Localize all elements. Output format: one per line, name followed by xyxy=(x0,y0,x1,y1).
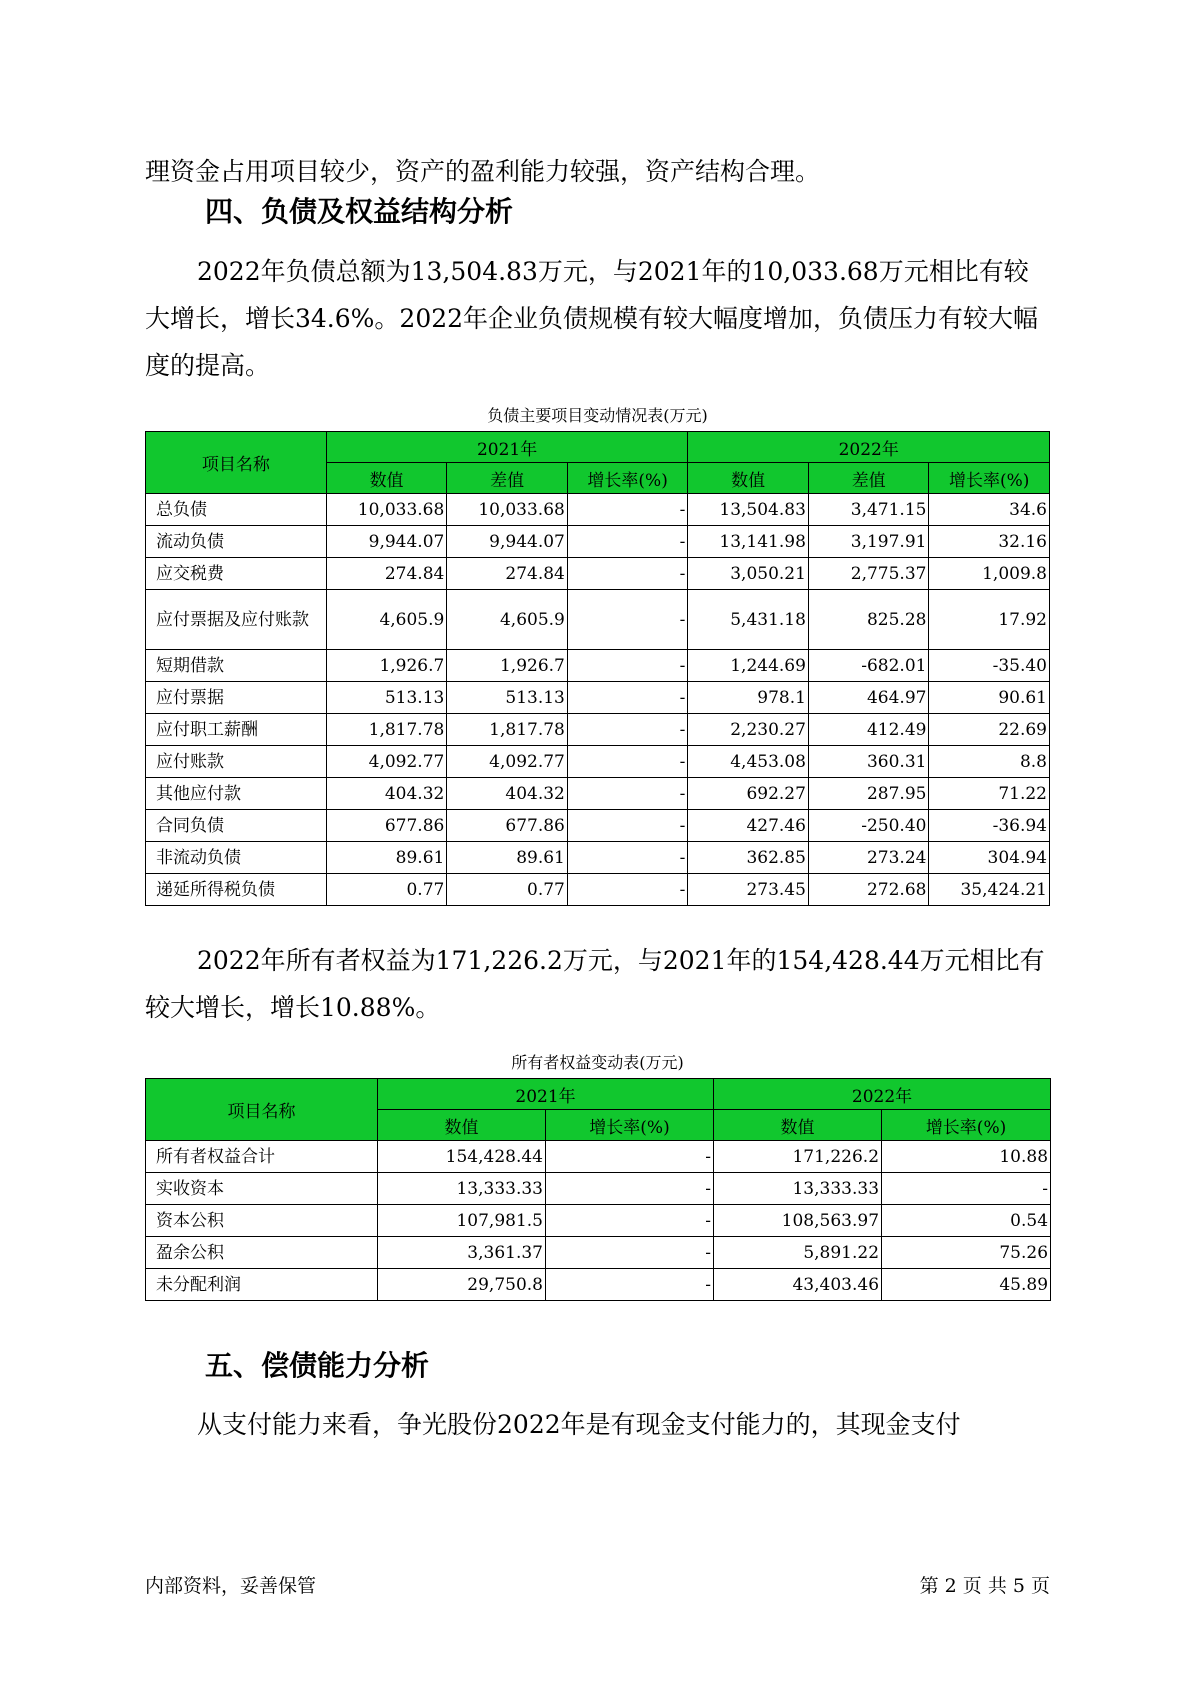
footer-confidential-note: 内部资料，妥善保管 xyxy=(145,1575,317,1597)
cell-v21: 404.32 xyxy=(326,778,447,810)
cell-r21: - xyxy=(567,526,688,558)
cell-r22: 75.26 xyxy=(882,1237,1051,1269)
cell-r21: - xyxy=(567,810,688,842)
row-label: 资本公积 xyxy=(146,1205,378,1237)
debt-table-caption: 负债主要项目变动情况表(万元) xyxy=(487,406,708,425)
cell-d21: 1,926.7 xyxy=(447,650,568,682)
cell-r21: - xyxy=(567,714,688,746)
cell-v21: 154,428.44 xyxy=(378,1141,546,1173)
cell-v21: 9,944.07 xyxy=(326,526,447,558)
row-label: 应付账款 xyxy=(146,746,327,778)
cell-v22: 43,403.46 xyxy=(714,1269,882,1301)
cell-v22: 13,141.98 xyxy=(688,526,809,558)
row-label: 未分配利润 xyxy=(146,1269,378,1301)
cell-d22: -682.01 xyxy=(808,650,929,682)
row-label: 其他应付款 xyxy=(146,778,327,810)
cell-v21: 513.13 xyxy=(326,682,447,714)
table-row xyxy=(146,1173,1051,1205)
cell-v22: 4,453.08 xyxy=(688,746,809,778)
cell-v21: 89.61 xyxy=(326,842,447,874)
equity-table xyxy=(145,1078,1051,1301)
table-row xyxy=(146,810,1050,842)
cell-v22: 13,504.83 xyxy=(688,494,809,526)
cell-r22: 45.89 xyxy=(882,1269,1051,1301)
cell-r21: - xyxy=(567,842,688,874)
cell-r21: - xyxy=(546,1269,714,1301)
cell-r21: - xyxy=(567,682,688,714)
cell-v22: 13,333.33 xyxy=(714,1173,882,1205)
row-label: 短期借款 xyxy=(146,650,327,682)
cell-v22: 978.1 xyxy=(688,682,809,714)
cell-v21: 274.84 xyxy=(326,558,447,590)
cell-v21: 677.86 xyxy=(326,810,447,842)
cell-v21: 1,817.78 xyxy=(326,714,447,746)
header-value-2022: 数值 xyxy=(714,1110,882,1141)
row-label: 盈余公积 xyxy=(146,1237,378,1269)
cell-r21: - xyxy=(567,590,688,650)
cell-d21: 677.86 xyxy=(447,810,568,842)
cell-v22: 273.45 xyxy=(688,874,809,906)
cell-r21: - xyxy=(567,746,688,778)
cell-r22: - xyxy=(882,1173,1051,1205)
cell-v22: 2,230.27 xyxy=(688,714,809,746)
paragraph-equity-summary: 2022年所有者权益为171,226.2万元，与2021年的154,428.44万元相比有较大增长，增长10.88%。 xyxy=(145,946,1045,1022)
equity-table-caption: 所有者权益变动表(万元) xyxy=(511,1053,684,1072)
cell-v21: 107,981.5 xyxy=(378,1205,546,1237)
cell-d22: 2,775.37 xyxy=(808,558,929,590)
row-label: 应付票据 xyxy=(146,682,327,714)
table-row xyxy=(146,714,1050,746)
cell-d21: 404.32 xyxy=(447,778,568,810)
cell-r22: 22.69 xyxy=(929,714,1050,746)
cell-v22: 362.85 xyxy=(688,842,809,874)
table-row xyxy=(146,494,1050,526)
table-row xyxy=(146,526,1050,558)
cell-d21: 4,092.77 xyxy=(447,746,568,778)
footer-page-number: 第 2 页 共 5 页 xyxy=(919,1575,1050,1597)
cell-r22: 34.6 xyxy=(929,494,1050,526)
cell-d22: 360.31 xyxy=(808,746,929,778)
row-label: 所有者权益合计 xyxy=(146,1141,378,1173)
section-heading-four: 四、负债及权益结构分析 xyxy=(205,195,514,228)
row-label: 总负债 xyxy=(146,494,327,526)
cell-d22: 3,471.15 xyxy=(808,494,929,526)
header-year-2022: 2022年 xyxy=(714,1079,1051,1110)
cell-v21: 4,092.77 xyxy=(326,746,447,778)
cell-d21: 89.61 xyxy=(447,842,568,874)
row-label: 非流动负债 xyxy=(146,842,327,874)
debt-table xyxy=(145,431,1050,906)
header-year-2021: 2021年 xyxy=(326,432,688,463)
cell-r22: 304.94 xyxy=(929,842,1050,874)
cell-r21: - xyxy=(546,1205,714,1237)
table-row xyxy=(146,590,1050,650)
cell-r22: 8.8 xyxy=(929,746,1050,778)
cell-v22: 692.27 xyxy=(688,778,809,810)
cell-r22: 71.22 xyxy=(929,778,1050,810)
cell-v22: 1,244.69 xyxy=(688,650,809,682)
table-row xyxy=(146,650,1050,682)
cell-r21: - xyxy=(546,1141,714,1173)
cell-d22: 3,197.91 xyxy=(808,526,929,558)
table-row xyxy=(146,874,1050,906)
cell-r22: 32.16 xyxy=(929,526,1050,558)
header-value-2021: 数值 xyxy=(326,463,447,494)
paragraph-debt-summary: 2022年负债总额为13,504.83万元，与2021年的10,033.68万元相比有较大增长，增长34.6%。2022年企业负债规模有较大幅度增加，负债压力有较大幅度的提高。 xyxy=(145,257,1039,380)
header-rate-2021: 增长率(%) xyxy=(546,1110,714,1141)
cell-r21: - xyxy=(567,558,688,590)
cell-d21: 10,033.68 xyxy=(447,494,568,526)
cell-r21: - xyxy=(567,778,688,810)
cell-r22: 1,009.8 xyxy=(929,558,1050,590)
cell-d22: 272.68 xyxy=(808,874,929,906)
cell-d21: 4,605.9 xyxy=(447,590,568,650)
cell-d21: 513.13 xyxy=(447,682,568,714)
table-row xyxy=(146,1141,1051,1173)
cell-d22: 287.95 xyxy=(808,778,929,810)
table-row xyxy=(146,1269,1051,1301)
cell-r22: 10.88 xyxy=(882,1141,1051,1173)
cell-v22: 5,891.22 xyxy=(714,1237,882,1269)
cell-v21: 0.77 xyxy=(326,874,447,906)
header-item-name: 项目名称 xyxy=(146,1079,378,1141)
table-row xyxy=(146,746,1050,778)
cell-d21: 9,944.07 xyxy=(447,526,568,558)
header-diff-2021: 差值 xyxy=(447,463,568,494)
header-rate-2022: 增长率(%) xyxy=(929,463,1050,494)
table-row xyxy=(146,842,1050,874)
cell-r22: 17.92 xyxy=(929,590,1050,650)
table-row xyxy=(146,1237,1051,1269)
cell-v22: 171,226.2 xyxy=(714,1141,882,1173)
cell-v21: 4,605.9 xyxy=(326,590,447,650)
row-label: 实收资本 xyxy=(146,1173,378,1205)
cell-r22: 35,424.21 xyxy=(929,874,1050,906)
row-label: 应付票据及应付账款 xyxy=(146,590,327,650)
header-year-2022: 2022年 xyxy=(688,432,1050,463)
cell-d21: 0.77 xyxy=(447,874,568,906)
row-label: 递延所得税负债 xyxy=(146,874,327,906)
header-item-name: 项目名称 xyxy=(146,432,327,494)
row-label: 合同负债 xyxy=(146,810,327,842)
row-label: 应交税费 xyxy=(146,558,327,590)
paragraph-payment-ability: 从支付能力来看，争光股份2022年是有现金支付能力的，其现金支付 xyxy=(197,1410,961,1439)
header-year-2021: 2021年 xyxy=(378,1079,714,1110)
row-label: 流动负债 xyxy=(146,526,327,558)
cell-r21: - xyxy=(567,650,688,682)
header-value-2021: 数值 xyxy=(378,1110,546,1141)
table-row xyxy=(146,1205,1051,1237)
cell-v21: 13,333.33 xyxy=(378,1173,546,1205)
cell-r22: 90.61 xyxy=(929,682,1050,714)
cell-r21: - xyxy=(567,494,688,526)
cell-d22: -250.40 xyxy=(808,810,929,842)
paragraph-top: 理资金占用项目较少，资产的盈利能力较强，资产结构合理。 xyxy=(145,157,821,186)
cell-r21: - xyxy=(567,874,688,906)
cell-d21: 274.84 xyxy=(447,558,568,590)
cell-r21: - xyxy=(546,1237,714,1269)
cell-r22: -36.94 xyxy=(929,810,1050,842)
cell-v22: 108,563.97 xyxy=(714,1205,882,1237)
header-value-2022: 数值 xyxy=(688,463,809,494)
table-row xyxy=(146,778,1050,810)
row-label: 应付职工薪酬 xyxy=(146,714,327,746)
cell-d21: 1,817.78 xyxy=(447,714,568,746)
header-diff-2022: 差值 xyxy=(808,463,929,494)
cell-v21: 10,033.68 xyxy=(326,494,447,526)
header-rate-2022: 增长率(%) xyxy=(882,1110,1051,1141)
cell-v22: 3,050.21 xyxy=(688,558,809,590)
cell-v21: 29,750.8 xyxy=(378,1269,546,1301)
cell-d22: 273.24 xyxy=(808,842,929,874)
table-row xyxy=(146,682,1050,714)
cell-d22: 825.28 xyxy=(808,590,929,650)
cell-d22: 412.49 xyxy=(808,714,929,746)
header-rate-2021: 增长率(%) xyxy=(567,463,688,494)
cell-v21: 3,361.37 xyxy=(378,1237,546,1269)
cell-v22: 427.46 xyxy=(688,810,809,842)
cell-r22: 0.54 xyxy=(882,1205,1051,1237)
section-heading-five: 五、偿债能力分析 xyxy=(205,1349,430,1382)
cell-v21: 1,926.7 xyxy=(326,650,447,682)
cell-r22: -35.40 xyxy=(929,650,1050,682)
cell-v22: 5,431.18 xyxy=(688,590,809,650)
cell-r21: - xyxy=(546,1173,714,1205)
table-row xyxy=(146,558,1050,590)
cell-d22: 464.97 xyxy=(808,682,929,714)
